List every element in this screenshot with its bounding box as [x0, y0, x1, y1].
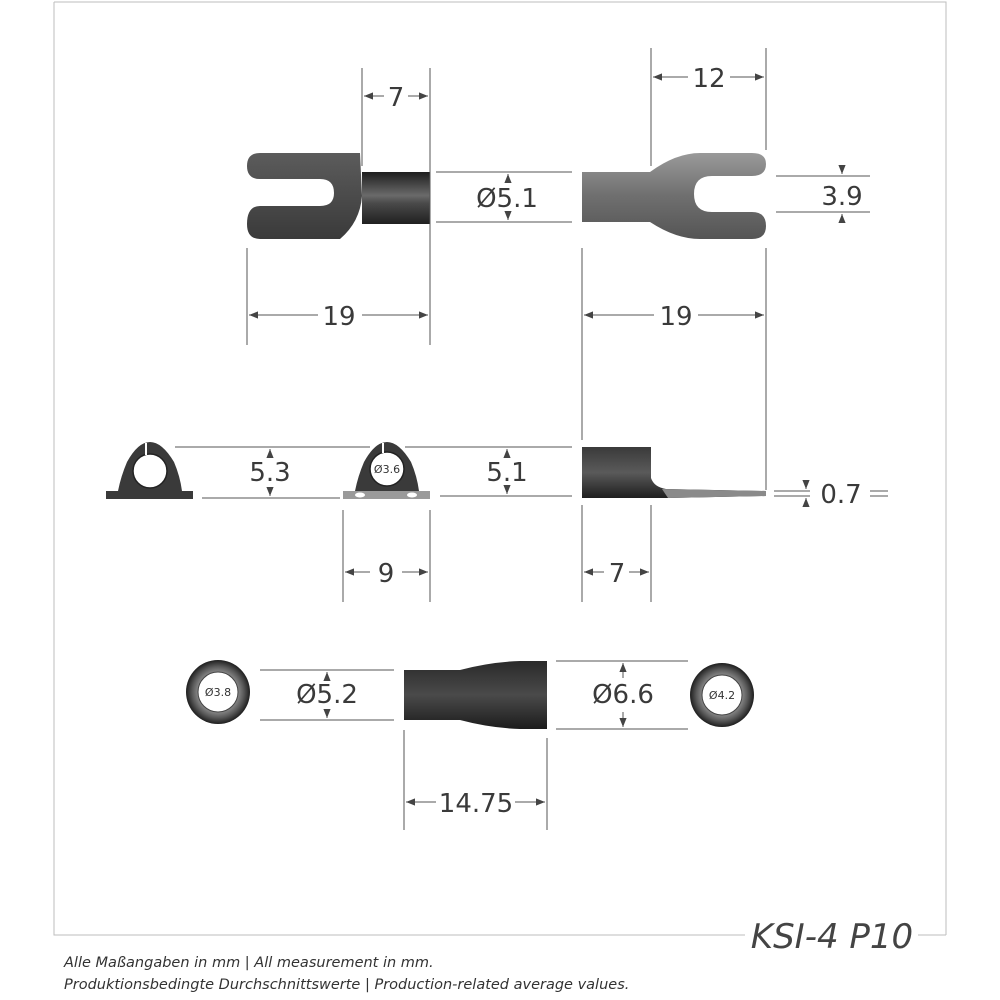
front-view-left: [106, 442, 193, 499]
footer-line-values: Produktionsbedingte Durchschnittswerte | Production-related average values.: [64, 977, 630, 993]
dim-top-width: 12: [692, 64, 726, 94]
dim-top-diameter: Ø5.1: [476, 184, 538, 214]
dim-right-length: 19: [659, 302, 693, 332]
front-view-middle: [343, 442, 430, 499]
left-fork-top-view: [247, 153, 430, 239]
dim-bottom-left-diameter: Ø5.2: [296, 680, 358, 710]
dim-bottom-right-diameter: Ø6.6: [592, 680, 654, 710]
dim-front-height-left: 5.3: [249, 458, 291, 488]
ring-left-inner-diameter: Ø3.8: [204, 686, 232, 699]
dim-thickness: 0.7: [820, 480, 862, 510]
dim-top-sleeve: 7: [387, 83, 405, 113]
footer-notes: [64, 952, 964, 996]
dim-left-length: 19: [322, 302, 356, 332]
ring-right-inner-diameter: Ø4.2: [708, 689, 736, 702]
dim-bottom-length: 14.75: [438, 789, 514, 819]
insulated-barrel: [404, 661, 547, 729]
footer-line-units: Alle Maßangaben in mm | All measurement in mm.: [64, 955, 434, 971]
ring-right: [690, 663, 754, 727]
side-view: [582, 447, 766, 498]
dim-side-sleeve: 7: [608, 559, 626, 589]
ring-left: [186, 660, 250, 724]
right-fork-top-view: [582, 153, 766, 239]
product-title: KSI-4 P10: [750, 917, 914, 957]
dim-base-width: 9: [377, 559, 395, 589]
dim-fork-gap: 3.9: [821, 182, 863, 212]
dim-front-height-mid: 5.1: [486, 458, 528, 488]
barrel-inner-diameter: Ø3.6: [373, 463, 401, 476]
